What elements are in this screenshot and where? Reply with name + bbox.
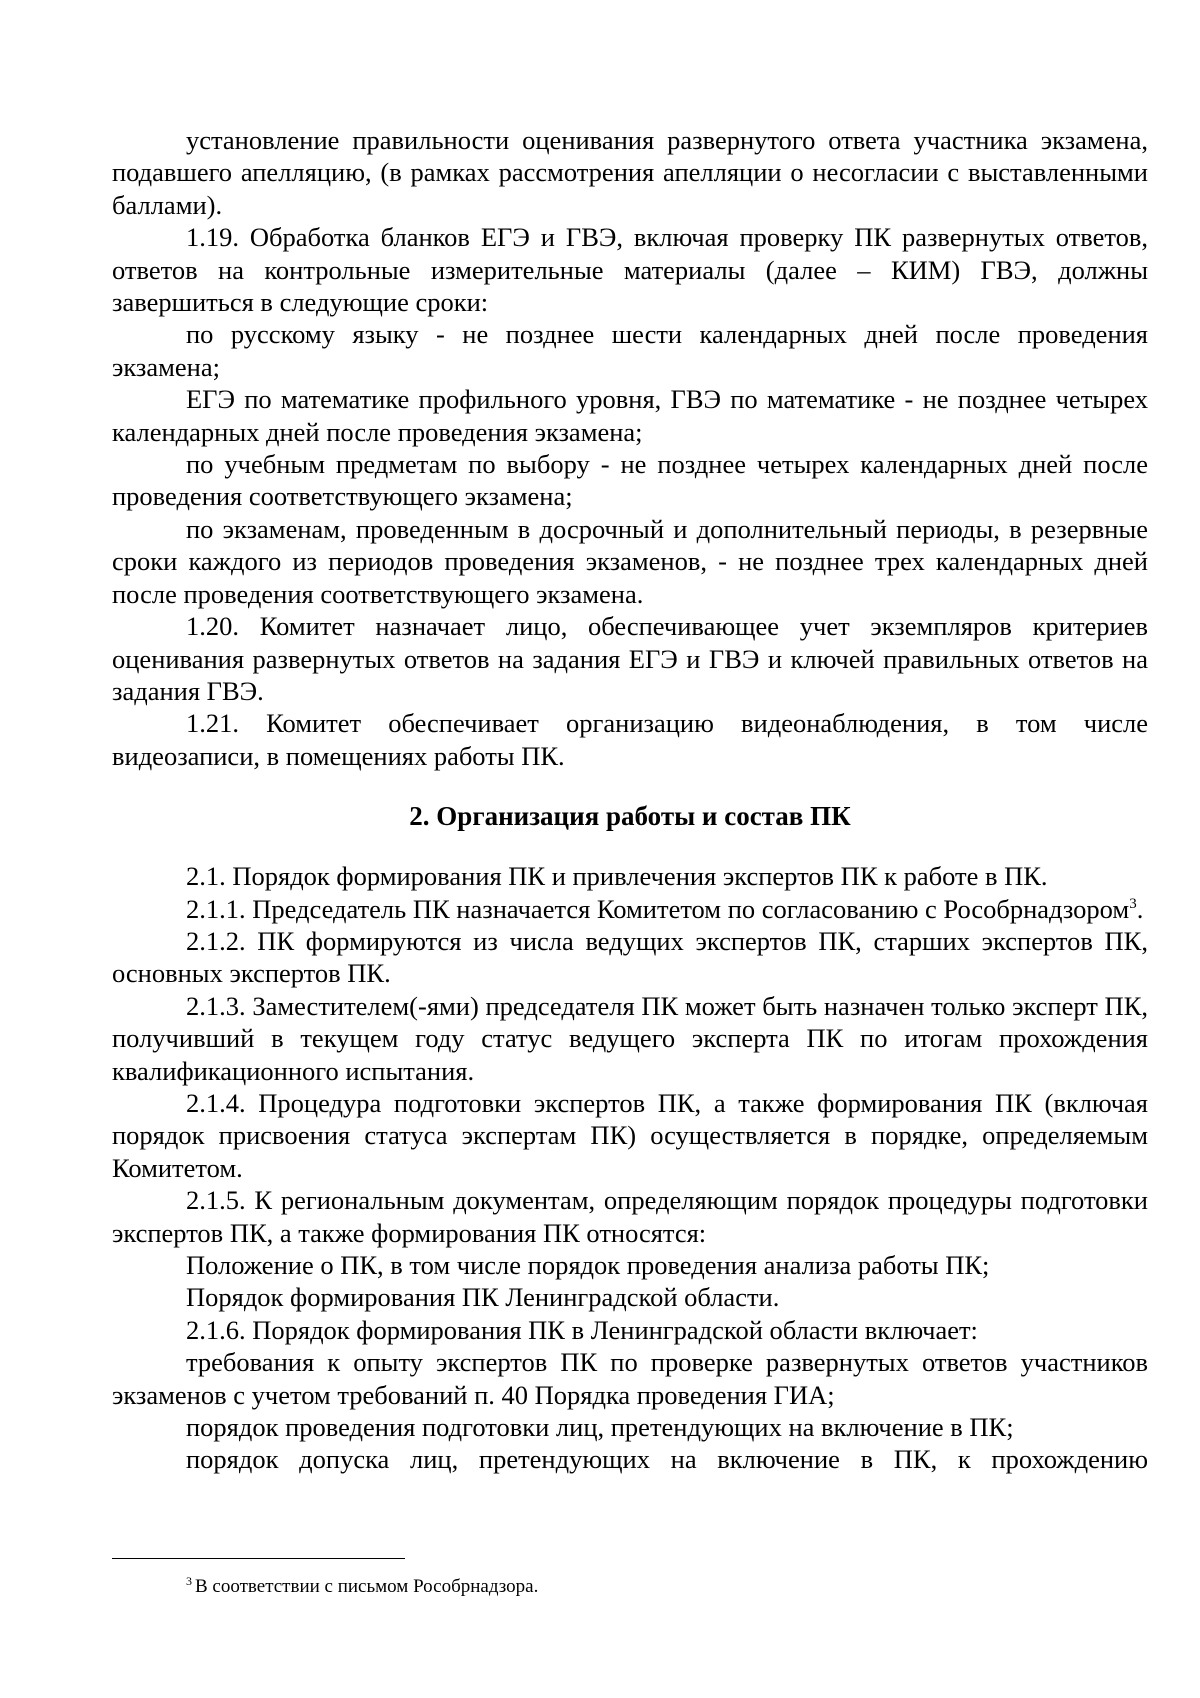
paragraph: 2.1.6. Порядок формирования ПК в Ленинградской области включает: (186, 1314, 978, 1345)
section-heading: 2. Организация работы и состав ПК (409, 801, 851, 832)
paragraph: 1.19. Обработка бланков ЕГЭ и ГВЭ, включая проверку ПК развернутых ответов, ответов на контрольные измерительные материалы (далее – КИМ) ГВЭ, должны завершиться в следующие сроки: (112, 222, 1148, 318)
footnote (186, 1573, 539, 1598)
paragraph: порядок проведения подготовки лиц, претендующих на включение в ПК; (186, 1412, 1014, 1443)
paragraph: 2.1.4. Процедура подготовки экспертов ПК, а также формирования ПК (включая порядок присвоения статуса экспертам ПК) осуществляется в порядке, определяемым Комитетом. (112, 1087, 1148, 1183)
paragraph: по русскому языку - не позднее шести календарных дней после проведения экзамена; (112, 319, 1148, 382)
footnote-separator (112, 1558, 405, 1559)
document-body (112, 124, 1148, 1476)
paragraph-text: 2.1.1. Председатель ПК назначается Комитетом по согласованию с Рособрнадзором (186, 893, 1130, 924)
paragraph: 2.1.2. ПК формируются из числа ведущих экспертов ПК, старших экспертов ПК, основных экспертов ПК. (112, 925, 1148, 989)
paragraph: 2.1. Порядок формирования ПК и привлечения экспертов ПК к работе в ПК. (186, 861, 1048, 892)
paragraph: Положение о ПК, в том числе порядок проведения анализа работы ПК; (186, 1250, 990, 1280)
paragraph: Порядок формирования ПК Ленинградской области. (186, 1282, 780, 1313)
paragraph: ЕГЭ по математике профильного уровня, ГВЭ по математике - не позднее четырех календарных дней после проведения экзамена; (112, 384, 1148, 447)
paragraph: 1.20. Комитет назначает лицо, обеспечивающее учет экземпляров критериев оценивания развернутых ответов на задания ЕГЭ и ГВЭ и ключей правильных ответов на задания ГВЭ. (112, 611, 1148, 706)
paragraph: по учебным предметам по выбору - не позднее четырех календарных дней после проведения соответствующего экзамена; (112, 449, 1148, 512)
paragraph-with-footnote (112, 893, 1148, 925)
paragraph: по экзаменам, проведенным в досрочный и дополнительный периоды, в резервные сроки каждого из периодов проведения экзаменов, - не позднее трех календарных дней после проведения соответствующего экзамена. (112, 513, 1148, 609)
paragraph: установление правильности оценивания развернутого ответа участника экзамена, подавшего апелляцию, (в рамках рассмотрения апелляции о несогласии с выставленными баллами). (112, 125, 1148, 220)
paragraph-end: . (1136, 893, 1144, 924)
paragraph: 1.21. Комитет обеспечивает организацию видеонаблюдения, в том числе видеозаписи, в помещениях работы ПК. (112, 708, 1148, 771)
footnote-text: В соответствии с письмом Рособрнадзора. (195, 1576, 539, 1597)
paragraph: порядок допуска лиц, претендующих на включение в ПК, к прохождению (186, 1444, 1148, 1475)
footnote-marker: 3 (186, 1573, 192, 1588)
paragraph: 2.1.3. Заместителем(-ями) председателя ПК может быть назначен только эксперт ПК, получивший в текущем году статус ведущего эксперта ПК по итогам прохождения квалификационного испытания. (112, 990, 1148, 1086)
paragraph: требования к опыту экспертов ПК по проверке развернутых ответов участников экзаменов с учетом требований п. 40 Порядка проведения ГИА; (112, 1347, 1148, 1410)
paragraph: 2.1.5. К региональным документам, определяющим порядок процедуры подготовки экспертов ПК, а также формирования ПК относятся: (112, 1185, 1148, 1248)
footnote-reference[interactable]: 3 (1129, 895, 1137, 912)
